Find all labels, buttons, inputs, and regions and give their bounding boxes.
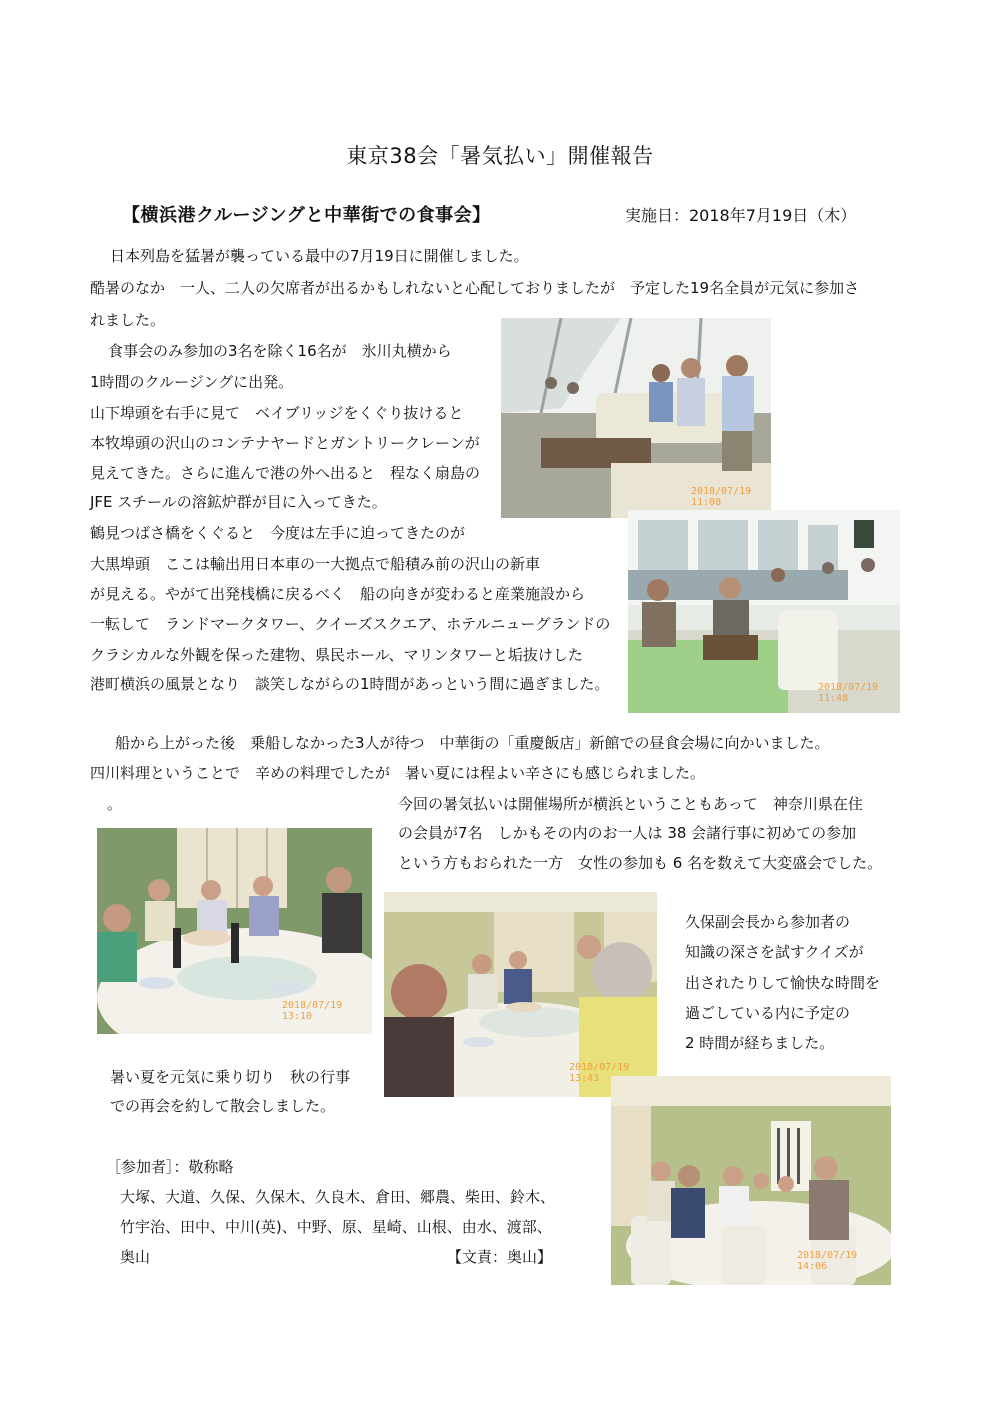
text-line: JFE スチールの溶鉱炉群が目に入ってきた。 — [90, 493, 387, 511]
cruise-photo-1 — [501, 318, 771, 518]
text-line: 今回の暑気払いは開催場所が横浜ということもあって 神奈川県在住 — [398, 795, 863, 813]
text-line: 知識の深さを試すクイズが — [685, 943, 864, 961]
lunch-photo-1 — [97, 828, 372, 1034]
text-line: 大黒埠頭 ここは輸出用日本車の一大拠点で船積み前の沢山の新車 — [90, 555, 541, 573]
text-line: 鶴見つばさ橋をくぐると 今度は左手に迫ってきたのが — [90, 524, 466, 542]
text-line: 四川料理ということで 辛めの料理でしたが 暑い夏には程よい辛さにも感じられました。 — [90, 764, 706, 782]
text-line: 久保副会長から参加者の — [685, 913, 851, 931]
participants-line: 大塚、大道、久保、久保木、久良木、倉田、郷農、柴田、鈴木、 — [120, 1188, 556, 1206]
text-line: 港町横浜の風景となり 談笑しながらの1時間があっという間に過ぎました。 — [90, 675, 610, 693]
text-line: 過ごしている内に予定の — [685, 1004, 851, 1022]
text-line: 船から上がった後 乗船しなかった3人が待つ 中華街の「重慶飯店」新館での昼食会場に向かいました。 — [115, 734, 830, 752]
author-credit: 【文責：奥山】 — [447, 1248, 553, 1266]
photo-timestamp: 2018/07/19 13:10 — [282, 1000, 343, 1022]
text-line: 出されたりして愉快な時間を — [685, 974, 881, 992]
participants-line: 竹宇治、田中、中川(英)、中野、原、星崎、山根、由水、渡部、 — [120, 1218, 552, 1236]
page-title: 東京38会「暑気払い」開催報告 — [346, 144, 654, 168]
lunch-photo-3 — [611, 1076, 891, 1285]
text-line: 一転して ランドマークタワー、クイーズスクエア、ホテルニューグランドの — [90, 615, 611, 633]
photo-timestamp: 2018/07/19 14:06 — [797, 1250, 858, 1272]
lunch-photo-2 — [384, 892, 657, 1097]
photo-timestamp: 2018/07/19 13:43 — [569, 1062, 630, 1084]
participants-line: 奥山 — [120, 1248, 151, 1266]
text-line: 1時間のクルージングに出発。 — [90, 373, 294, 391]
text-line: 見えてきた。さらに進んで港の外へ出ると 程なく扇島の — [90, 464, 481, 482]
photo-timestamp: 2018/07/19 11:48 — [818, 682, 879, 704]
participants-heading: ［参加者］：敬称略 — [106, 1158, 234, 1176]
text-line: という方もおられた一方 女性の参加も 6 名を数えて大変盛会でした。 — [398, 854, 883, 872]
text-line: 日本列島を猛暑が襲っている最中の7月19日に開催しました。 — [110, 247, 529, 265]
text-line: クラシカルな外観を保った建物、県民ホール、マリンタワーと垢抜けした — [90, 646, 583, 664]
text-line: 食事会のみ参加の3名を除く16名が 氷川丸横から — [108, 342, 452, 360]
text-line: 2 時間が経ちました。 — [685, 1034, 835, 1052]
text-line: 。 — [107, 795, 123, 813]
event-date: 実施日：2018年7月19日（木） — [625, 206, 857, 225]
text-line: 山下埠頭を右手に見て ベイブリッジをくぐり抜けると — [90, 404, 464, 422]
text-line: での再会を約して散会しました。 — [110, 1097, 336, 1115]
text-line: 酷暑のなか 一人、二人の欠席者が出るかもしれないと心配しておりましたが 予定した19名全員が元気に参加さ — [90, 279, 860, 297]
text-line: れました。 — [90, 311, 166, 329]
text-line: 本牧埠頭の沢山のコンテナヤードとガントリークレーンが — [90, 434, 480, 452]
text-line: の会員が7名 しかもその内のお一人は 38 会諸行事に初めての参加 — [398, 824, 857, 842]
photo-timestamp: 2018/07/19 11:08 — [691, 486, 752, 508]
text-line: が見える。やがて出発桟橋に戻るべく 船の向きが変わると産業施設から — [90, 585, 586, 603]
page-subtitle: 【横浜港クルージングと中華街での食事会】 — [122, 205, 491, 226]
text-line: 暑い夏を元気に乗り切り 秋の行事 — [110, 1068, 351, 1086]
cruise-photo-2 — [628, 510, 900, 713]
